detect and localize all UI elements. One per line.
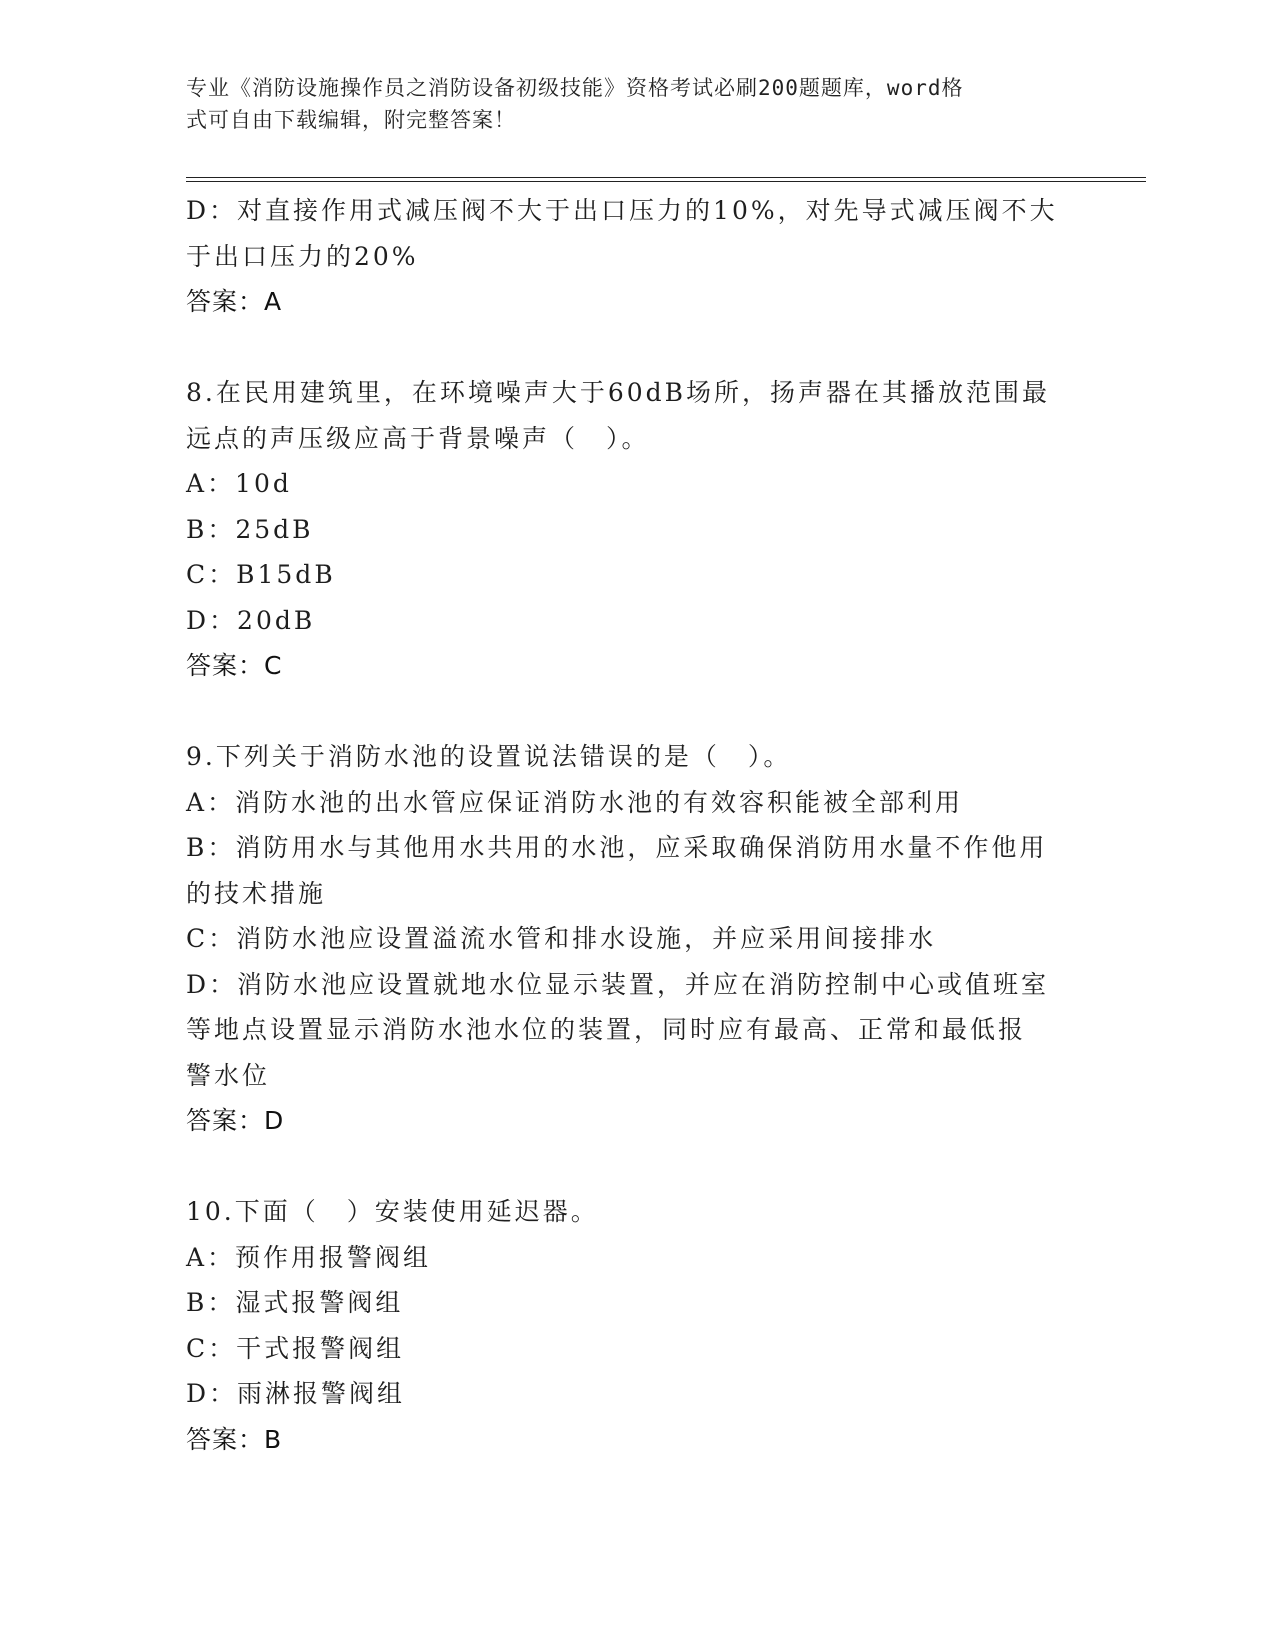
document-header (186, 72, 1066, 136)
option-d-continued: 等地点设置显示消防水池水位的装置，同时应有最高、正常和最低报 (186, 1015, 1027, 1044)
header-divider (186, 177, 1146, 178)
answer-line: 答案：D (186, 1106, 285, 1135)
answer-line: 答案：B (186, 1424, 283, 1454)
spacer (186, 1144, 1086, 1190)
question-8 (186, 370, 1086, 689)
spacer (186, 325, 1086, 371)
question-10 (186, 1189, 1086, 1462)
question-content (186, 188, 1086, 1462)
spacer (186, 689, 1086, 735)
option-b: B：消防用水与其他用水共用的水池，应采取确保消防用水量不作他用 (186, 833, 1048, 862)
answer-line: 答案：A (186, 287, 283, 316)
option-b: B：湿式报警阀组 (186, 1288, 404, 1317)
option-c: C：消防水池应设置溢流水管和排水设施，并应采用间接排水 (186, 924, 937, 953)
header-line-2: 式可自由下载编辑，附完整答案！ (186, 108, 516, 132)
option-a: A：消防水池的出水管应保证消防水池的有效容积能被全部利用 (186, 787, 964, 817)
option-c: C：干式报警阀组 (186, 1333, 405, 1363)
question-9 (186, 734, 1086, 1144)
question-stem: 10.下面（ ）安装使用延迟器。 (186, 1197, 599, 1226)
option-d: D：雨淋报警阀组 (186, 1379, 406, 1408)
option-d: D：20dB (186, 605, 316, 635)
header-line-1: 专业《消防设施操作员之消防设备初级技能》资格考试必刷200题题库，word格 (186, 76, 964, 100)
option-b: B：25dB (186, 514, 314, 544)
answer-line: 答案：C (186, 651, 283, 680)
option-a: A：10d (186, 469, 292, 498)
option-c: C：B15dB (186, 560, 336, 589)
option-d: D：消防水池应设置就地水位显示装置，并应在消防控制中心或值班室 (186, 969, 1050, 999)
option-d-line: 于出口压力的20% (186, 241, 419, 271)
question-stem: 远点的声压级应高于背景噪声（ ）。 (186, 423, 650, 453)
option-a: A：预作用报警阀组 (186, 1242, 432, 1272)
header-divider-secondary (186, 181, 1146, 182)
question-stem: 9.下列关于消防水池的设置说法错误的是（ ）。 (186, 742, 792, 771)
option-d-continued: 警水位 (186, 1060, 271, 1090)
question-stem: 8.在民用建筑里，在环境噪声大于60dB场所，扬声器在其播放范围最 (186, 378, 1051, 407)
question-7-fragment (186, 188, 1086, 325)
option-b-continued: 的技术措施 (186, 878, 327, 908)
option-d-line: D：对直接作用式减压阀不大于出口压力的10%，对先导式减压阀不大 (186, 196, 1058, 225)
